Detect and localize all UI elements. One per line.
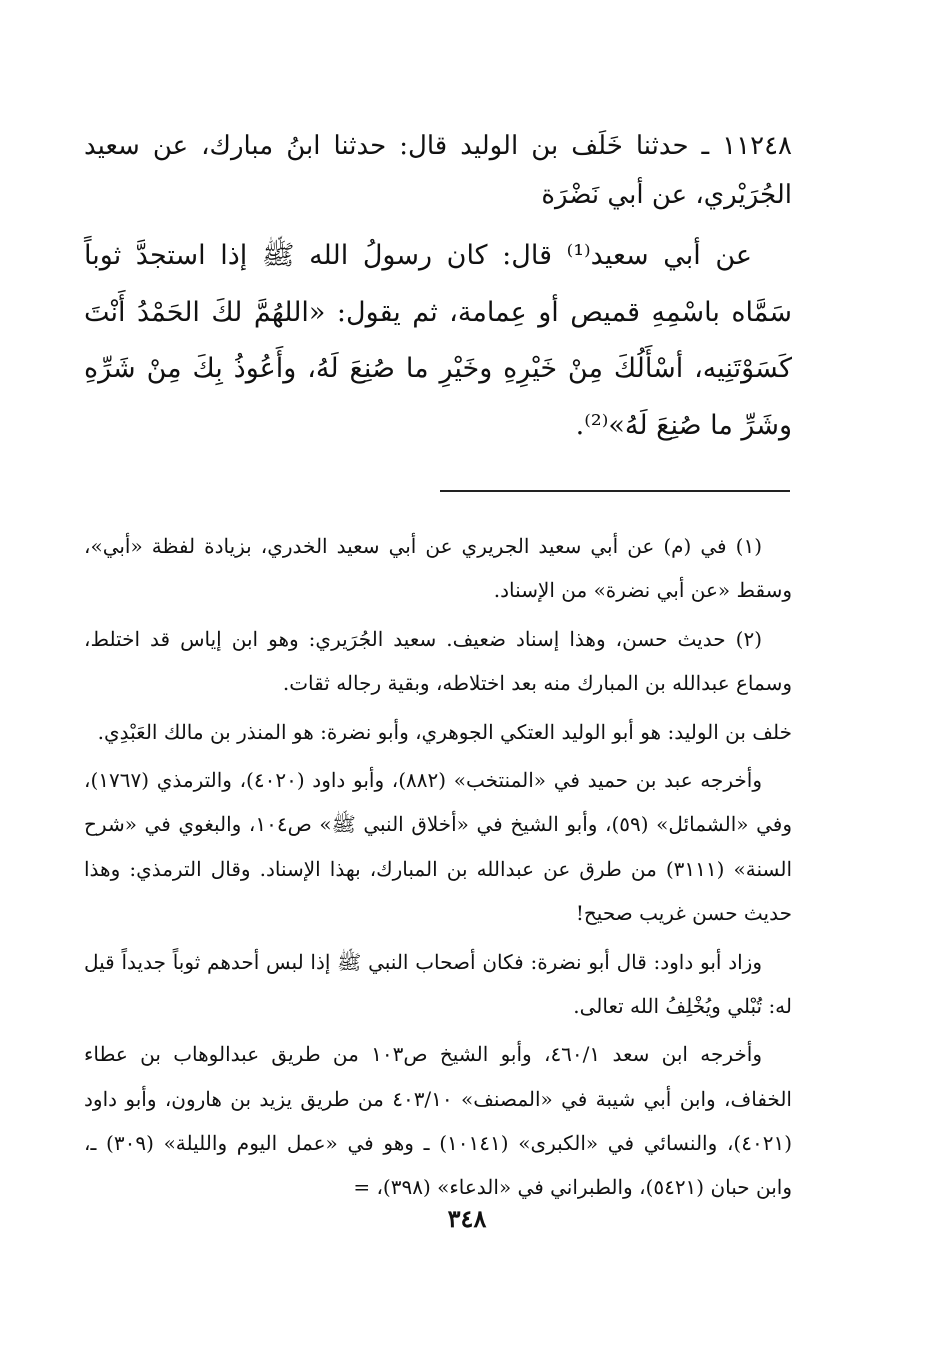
footnote-2-takhrij: وأخرجه عبد بن حميد في «المنتخب» (٨٨٢)، وأبو داود (٤٠٢٠)، والترمذي (١٧٦٧)، وفي «الشمائل» (٥٩)، وأبو الشيخ في «أخلاق النبي ﷺ» ص١٠٤، والبغوي في «شرح السنة» (٣١١١) من طرق عن عبدالله بن المبارك، بهذا الإسناد. وقال الترمذي: وهذا حديث حسن غريب صحيح! [84,767,792,926]
footnote-divider [440,490,790,492]
footnote-2-more-takhrij: وأخرجه ابن سعد ٤٦٠/١، وأبو الشيخ ص١٠٣ من طريق عبدالوهاب بن عطاء الخفاف، وابن أبي شيبة في «المصنف» ٤٠٣/١٠ من طريق يزيد بن هارون، وأبو داود (٤٠٢١)، والنسائي في «الكبرى» (١٠١٤١) ـ وهو في «عمل اليوم والليلة» (٣٠٩) ـ، وابن حبان (٥٤٢١)، والطبراني في «الدعاء» (٣٩٨)، = [84,1042,792,1200]
footnote-2-addition: وزاد أبو داود: قال أبو نضرة: فكان أصحاب النبي ﷺ إذا لبس أحدهم ثوباً جديداً قيل له: تُبْلي ويُخْلِفُ الله تعالى. [84,949,792,1018]
hadith-heading: ١١٢٤٨ ـ حدثنا خَلَف بن الوليد قال: حدثنا ابنُ مبارك، عن سعيد الجُرَيْري، عن أبي نَضْرَة [84,131,792,210]
hadith-isnad [84,122,792,220]
page-number: ٣٤٨ [447,1204,487,1233]
footnote-1: (١) في (م) عن أبي سعيد الجريري عن أبي سعيد الخدري، بزيادة لفظة «أبي»، وسقط «عن أبي نضرة» من الإسناد. [84,534,792,603]
footnote-2-narrators: خلف بن الوليد: هو أبو الوليد العتكي الجوهري، وأبو نضرة: هو المنذر بن مالك العَبْدِي. [97,719,792,744]
hadith-matn [84,228,792,455]
hadith-text: عن أبي سعيد⁽¹⁾ قال: كان رسولُ الله ﷺ إذا استجدَّ ثوباً سَمَّاه باسْمِهِ قميص أو عِمامة، ثم يقول: «اللهُمَّ لكَ الحَمْدُ أَنْتَ كَسَوْتَنِيه، أسْأَلُكَ مِنْ خَيْرِهِ وخَيْرِ ما صُنِعَ لَهُ، وأَعُوذُ بِكَ مِنْ شَرِّهِ وشَرِّ ما صُنِعَ لَهُ»⁽²⁾. [84,240,792,442]
footnotes [84,524,792,1214]
footnote-2: (٢) حديث حسن، وهذا إسناد ضعيف. سعيد الجُرَيري: وهو ابن إياس قد اختلط، وسماع عبدالله بن المبارك منه بعد اختلاطه، وبقية رجاله ثقات. [84,626,792,696]
